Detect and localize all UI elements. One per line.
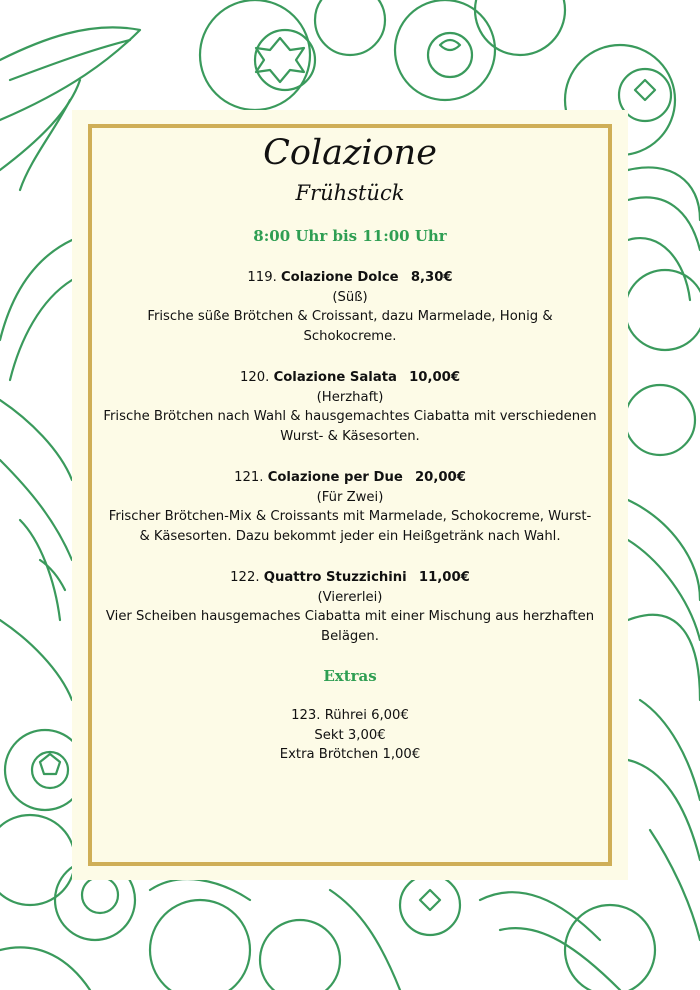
extras-item: 123. Rührei 6,00€ bbox=[291, 708, 409, 723]
opening-hours: 8:00 Uhr bis 11:00 Uhr bbox=[253, 227, 447, 245]
item-name: Quattro Stuzzichini bbox=[263, 570, 407, 585]
item-note: (Viererlei) bbox=[317, 589, 383, 605]
item-price: 8,30€ bbox=[410, 270, 453, 285]
menu-item bbox=[92, 368, 608, 446]
extras-heading: Extras bbox=[323, 667, 377, 685]
menu-item bbox=[92, 568, 608, 646]
item-description: Schokocreme. bbox=[303, 328, 397, 344]
item-name: Colazione per Due bbox=[267, 470, 403, 485]
item-note: (Für Zwei) bbox=[316, 489, 384, 505]
item-number: 120. bbox=[239, 370, 270, 385]
menu-item bbox=[92, 268, 608, 346]
item-name: Colazione Salata bbox=[273, 370, 397, 385]
item-description: Frischer Brötchen-Mix & Croissants mit Marmelade, Schokocreme, Wurst- bbox=[108, 509, 592, 524]
item-description: Wurst- & Käsesorten. bbox=[280, 428, 420, 444]
item-description: Vier Scheiben hausgemaches Ciabatta mit einer Mischung aus herzhaften bbox=[105, 609, 595, 624]
item-description: Belägen. bbox=[321, 628, 379, 644]
item-note: (Süß) bbox=[332, 289, 368, 305]
item-price: 10,00€ bbox=[409, 370, 461, 385]
menu-title: Colazione bbox=[263, 133, 437, 173]
item-description: Frische süße Brötchen & Croissant, dazu Marmelade, Honig & bbox=[147, 309, 553, 324]
extras-item: Extra Brötchen 1,00€ bbox=[279, 747, 421, 762]
item-number: 121. bbox=[234, 470, 264, 485]
menu-content bbox=[92, 128, 608, 765]
menu-subtitle: Frühstück bbox=[295, 181, 405, 205]
item-description: Frische Brötchen nach Wahl & hausgemachtes Ciabatta mit verschiedenen bbox=[103, 409, 597, 424]
item-description: & Käsesorten. Dazu bekommt jeder ein Heißgetränk nach Wahl. bbox=[139, 528, 561, 544]
item-number: 119. bbox=[247, 270, 277, 285]
extras-item: Sekt 3,00€ bbox=[314, 727, 386, 743]
item-price: 20,00€ bbox=[415, 470, 466, 485]
item-price: 11,00€ bbox=[418, 570, 470, 585]
item-number: 122. bbox=[230, 570, 260, 585]
menu-item bbox=[92, 468, 608, 546]
item-note: (Herzhaft) bbox=[316, 389, 384, 405]
item-name: Colazione Dolce bbox=[281, 270, 399, 285]
extras-list bbox=[92, 706, 608, 765]
